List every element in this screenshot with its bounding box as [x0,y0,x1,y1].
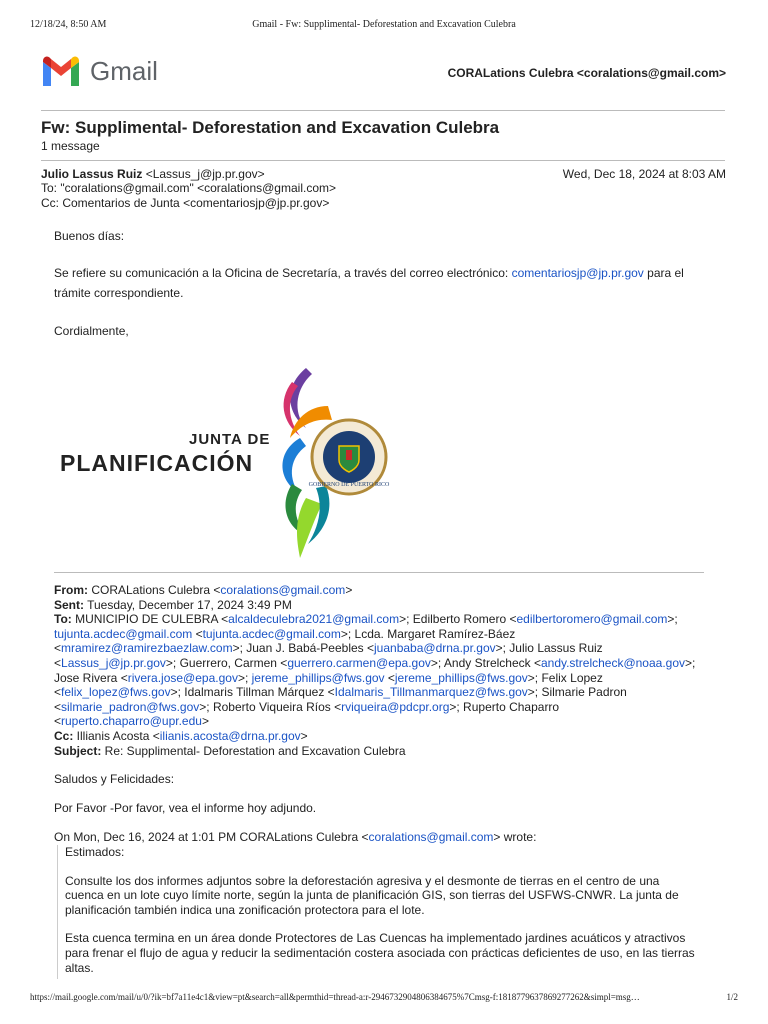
fwd-to-line-5 [54,671,734,686]
junta-planificacion-logo [56,366,396,560]
quoted-greeting: Estimados: [65,845,125,859]
recipient-text: MUNICIPIO DE CULEBRA < [71,612,229,627]
email-link[interactable]: comentariosjp@jp.pr.gov [511,266,644,280]
recipient-text: >; Ruperto Chaparro [449,699,560,714]
recipient-email-link[interactable]: juanbaba@drna.pr.gov [374,641,496,656]
quoted-line: planificación también indica una zonificación protectora para el lote. [65,902,425,917]
recipient-email-link[interactable]: andy.strelcheck@noaa.gov [540,655,686,670]
attribution-text: On Mon, Dec 16, 2024 at 1:01 PM CORALations Culebra < [54,830,369,844]
gmail-wordmark: Gmail [90,56,158,86]
greeting: Buenos días: [54,229,125,243]
sender-name: Julio Lassus Ruiz [41,167,143,181]
recipient-text: >; Roberto Viqueira Ríos < [199,699,342,714]
recipient-text: > [201,714,209,729]
fwd-to-line-2 [54,627,734,642]
to-line: To: "coralations@gmail.com" <coralations@gmail.com> [41,181,336,195]
fwd-subject-label: Subject: [54,743,102,758]
recipient-text: >; Julio Lassus Ruiz [495,641,603,656]
fwd-cc-email-link[interactable]: ilianis.acosta@drna.pr.gov [159,728,301,743]
print-datetime: 12/18/24, 8:50 AM [30,19,107,30]
quoted-line: cuenca en un lote cuyo límite norte, según la junta de planificación GIS, son tierras del USFWS-CNWR. La junta de [65,888,679,903]
recipient-email-link[interactable]: felix_lopez@fws.gov [61,685,171,700]
recipient-email-link[interactable]: jereme_phillips@fws.gov [394,670,528,685]
recipient-email-link[interactable]: edilbertoromero@gmail.com [516,612,668,627]
recipient-text: >; Juan J. Babá-Peebles < [232,641,375,656]
body-text: Se refiere su comunicación a la Oficina de Secretaría, a través del correo electrónico: [54,266,512,280]
recipient-text: < [54,655,62,670]
recipient-text: < [192,626,203,641]
fwd-sent-label: Sent: [54,597,84,612]
fwd-to-line-7 [54,700,734,715]
quoted-line: para frenar el flujo de agua y reducir la sedimentación costera asociada con prácticas deficientes de uso, en las tierras [65,945,695,960]
sender [41,167,265,182]
recipient-email-link[interactable]: alcaldeculebra2021@gmail.com [228,612,400,627]
recipient-text: >; Lcda. Margaret Ramírez-Báez [340,626,516,641]
quote-attribution [54,830,536,845]
fwd-cc-label: Cc: [54,728,74,743]
fwd-to-line-3 [54,641,734,656]
recipient-email-link[interactable]: mramirez@ramirezbaezlaw.com [61,641,233,656]
quoted-line: altas. [65,960,94,975]
recipient-text: >; Idalmaris Tillman Márquez < [170,685,335,700]
recipient-text: < [54,685,62,700]
message-date: Wed, Dec 18, 2024 at 8:03 AM [562,167,726,181]
fwd-cc-close: > [300,728,308,743]
fwd-subject-line [54,744,734,759]
fwd-cc-line [54,729,734,744]
fwd-to-line-1 [54,612,734,627]
recipient-text: Jose Rivera < [54,670,128,685]
account-label: CORALations Culebra <coralations@gmail.com> [447,66,726,80]
saludos: Saludos y Felicidades: [54,772,175,786]
header-divider [41,110,725,111]
recipient-text: >; Andy Strelcheck < [430,655,541,670]
print-title: Gmail - Fw: Supplimental- Deforestation and Excavation Culebra [252,19,516,30]
recipient-email-link[interactable]: rivera.jose@epa.gov [127,670,238,685]
recipient-text: >; [237,670,252,685]
fwd-cc-name: Illianis Acosta < [73,728,160,743]
fwd-to-line-4 [54,656,734,671]
recipient-text: >; [685,655,696,670]
recipient-text: < [54,641,62,656]
recipient-text: >; Edilberto Romero < [399,612,517,627]
print-url: https://mail.google.com/mail/u/0/?ik=bf7a11e4c1&view=pt&search=all&permthid=thread-a:r-2946732904806384675%7Cmsg-f:1818779637869277262&simpl=msg… [30,992,640,1002]
fwd-from-name: CORALations Culebra < [88,583,221,597]
fwd-sent-line [54,598,734,613]
recipient-email-link[interactable]: tujunta.acdec@gmail.com [202,626,341,641]
message-count: 1 message [41,139,100,153]
fwd-to-label: To: [54,612,72,627]
fwd-to-line-6 [54,685,734,700]
recipient-email-link[interactable]: guerrero.carmen@epa.gov [287,655,431,670]
subject-divider [41,160,725,161]
body-paragraph-cont: trámite correspondiente. [54,286,184,300]
attribution-text: > wrote: [493,830,537,844]
recipient-email-link[interactable]: tujunta.acdec@gmail.com [54,626,193,641]
logo-line1: JUNTA DE [189,431,271,448]
print-page-number: 1/2 [726,992,738,1002]
quoted-line: Esta cuenca termina en un área donde Protectores de Las Cuencas ha implementado jardines acuáticos y atractivos [65,931,686,946]
fwd-from-email-link[interactable]: coralations@gmail.com [220,583,346,597]
closing: Cordialmente, [54,324,129,338]
recipient-email-link[interactable]: Lassus_j@jp.pr.gov [61,655,166,670]
attribution-email-link[interactable]: coralations@gmail.com [368,830,494,844]
recipient-email-link[interactable]: rviqueira@pdcpr.org [341,699,450,714]
fwd-sent-value: Tuesday, December 17, 2024 3:49 PM [84,597,292,612]
recipient-text: >; Felix Lopez [527,670,603,685]
thread-subject: Fw: Supplimental- Deforestation and Excavation Culebra [41,118,500,137]
quoted-message [65,845,725,975]
recipient-email-link[interactable]: ruperto.chaparro@upr.edu [61,714,202,729]
fwd-to-line-8 [54,714,734,729]
recipient-email-link[interactable]: jereme_phillips@fws.gov [251,670,385,685]
por-favor: Por Favor -Por favor, vea el informe hoy adjundo. [54,801,317,815]
recipient-text: >; Guerrero, Carmen < [165,655,288,670]
sender-email: <Lassus_j@jp.pr.gov> [145,167,265,181]
cc-line: Cc: Comentarios de Junta <comentariosjp@jp.pr.gov> [41,196,330,210]
fwd-subject-value: Re: Supplimental- Deforestation and Excavation Culebra [101,743,406,758]
forward-divider [54,572,704,573]
recipient-text: >; [667,612,678,627]
body-text: para el [643,266,684,280]
forwarded-header [54,583,734,758]
recipient-email-link[interactable]: Idalmaris_Tillmanmarquez@fws.gov [334,685,528,700]
gmail-logo-icon [41,56,81,88]
recipient-text: < [384,670,395,685]
quoted-line: Consulte los dos informes adjuntos sobre la deforestación agresiva y el desmonte de tierras en el centro de una [65,873,660,888]
recipient-email-link[interactable]: silmarie_padron@fws.gov [61,699,200,714]
seal-text: GOBIERNO DE PUERTO RICO [308,482,390,488]
fwd-from-label: From: [54,583,88,597]
fwd-from-close: > [345,583,353,597]
body-paragraph [54,266,734,281]
recipient-text: >; Silmarie Padron [527,685,627,700]
quote-bar [57,845,58,979]
recipient-text: < [54,714,62,729]
recipient-text: < [54,699,62,714]
logo-line2: PLANIFICACIÓN [60,450,254,476]
fwd-from-line [54,583,734,598]
